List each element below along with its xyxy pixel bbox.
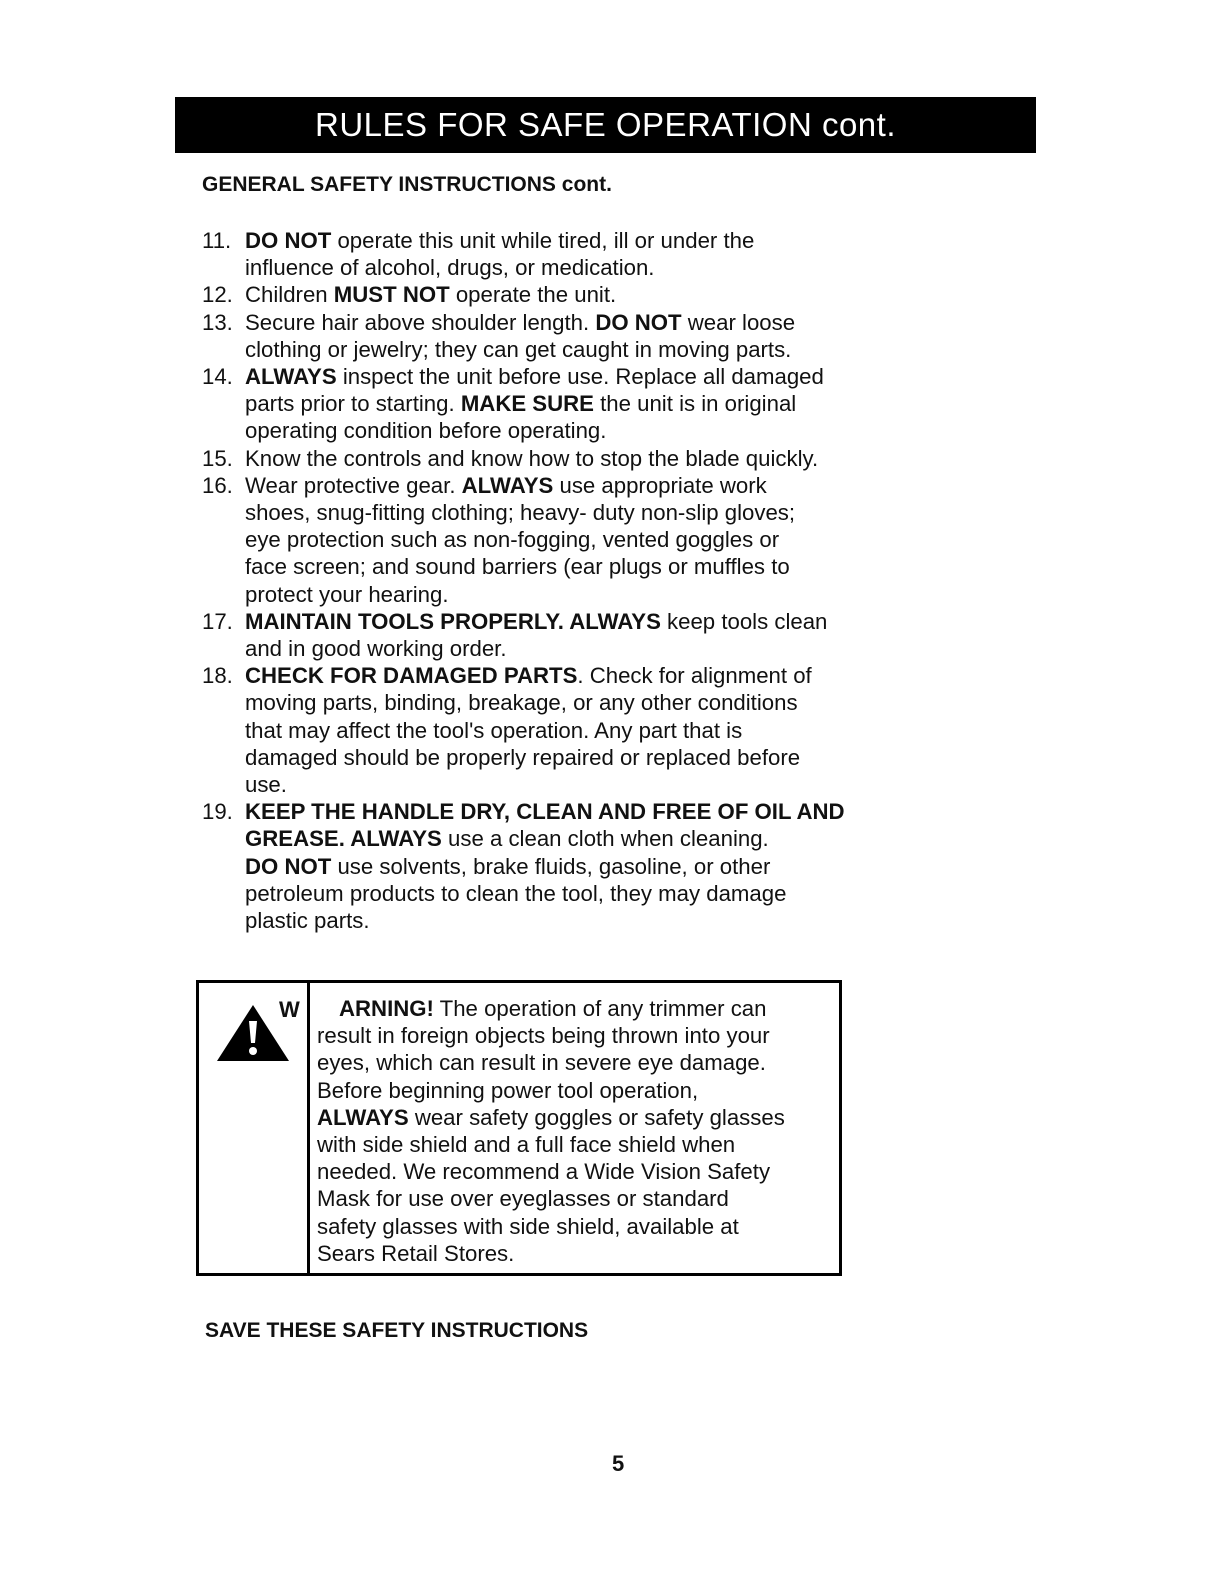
bold-emphasis: MAINTAIN TOOLS PROPERLY. ALWAYS: [245, 608, 661, 634]
instruction-line: [245, 499, 922, 526]
page-number: 5: [612, 1451, 625, 1476]
text-segment: parts prior to starting.: [245, 391, 461, 417]
text-segment: moving parts, binding, breakage, or any other conditions: [245, 690, 798, 716]
bold-emphasis: DO NOT: [245, 228, 332, 253]
instruction-line: [245, 445, 922, 472]
instruction-number: 19.: [202, 799, 233, 825]
warning-line: [317, 995, 841, 1022]
instruction-item: [202, 472, 922, 608]
instruction-number: 17.: [202, 608, 233, 634]
warning-line: [317, 1158, 841, 1185]
section-heading: GENERAL SAFETY INSTRUCTIONS cont.: [202, 173, 612, 196]
text-segment: needed. We recommend a Wide Vision Safety: [317, 1159, 771, 1185]
text-segment: with side shield and a full face shield when: [317, 1132, 736, 1158]
instruction-line: [245, 526, 922, 553]
safety-instructions-list: [202, 227, 922, 934]
warning-line: [317, 1131, 841, 1158]
footer-heading: SAVE THESE SAFETY INSTRUCTIONS: [205, 1319, 589, 1342]
instruction-line: [245, 309, 922, 336]
instruction-item: [202, 309, 922, 363]
page-header-bar: [175, 97, 1036, 153]
instruction-number: 14.: [202, 364, 233, 390]
instruction-number: 12.: [202, 282, 233, 308]
text-segment: Wear protective gear.: [245, 472, 462, 498]
instruction-line: [245, 771, 922, 798]
warning-divider: [307, 983, 310, 1273]
warning-initial: W: [279, 997, 300, 1022]
instruction-number: 16.: [202, 472, 233, 498]
instruction-item: [202, 363, 922, 445]
text-segment: eyes, which can result in severe eye damage.: [317, 1050, 766, 1076]
bold-emphasis: GREASE. ALWAYS: [245, 826, 442, 852]
bold-emphasis: ALWAYS: [317, 1104, 409, 1130]
instruction-number: 11.: [202, 228, 232, 253]
text-segment: petroleum products to clean the tool, they may damage: [245, 880, 787, 906]
bold-emphasis: ALWAYS: [245, 364, 337, 390]
text-segment: clothing or jewelry; they can get caught in moving parts.: [245, 336, 792, 362]
instruction-line: [245, 417, 922, 444]
bold-emphasis: DO NOT: [595, 309, 682, 335]
instruction-item: [202, 445, 922, 472]
instruction-line: [245, 336, 922, 363]
instruction-line: [245, 825, 922, 852]
text-segment: wear safety goggles or safety glasses: [408, 1104, 785, 1130]
text-segment: Secure hair above shoulder length.: [245, 309, 596, 335]
text-segment: use solvents, brake fluids, gasoline, or other: [331, 853, 771, 879]
bold-emphasis: KEEP THE HANDLE DRY, CLEAN AND FREE OF OIL AND: [245, 799, 845, 825]
instruction-item: [202, 798, 922, 934]
text-segment: use.: [245, 772, 287, 798]
instruction-line: [245, 880, 922, 907]
instruction-line: [245, 907, 922, 934]
text-segment: use appropriate work: [553, 472, 767, 498]
instruction-line: [245, 662, 922, 689]
warning-line: [317, 1185, 841, 1212]
text-segment: that may affect the tool's operation. Any part that is: [245, 717, 743, 743]
instruction-line: [245, 553, 922, 580]
text-segment: inspect the unit before use. Replace all damaged: [336, 364, 824, 390]
instruction-line: [245, 472, 922, 499]
warning-line: [317, 1077, 841, 1104]
instruction-item: [202, 608, 922, 662]
warning-line: [317, 1049, 841, 1076]
text-segment: operate the unit.: [449, 282, 617, 308]
text-segment: keep tools clean: [660, 608, 828, 634]
text-segment: and in good working order.: [245, 636, 507, 662]
bold-emphasis: MUST NOT: [333, 282, 450, 308]
warning-line: [317, 1104, 841, 1131]
text-segment: Know the controls and know how to stop the blade quickly.: [245, 445, 819, 471]
text-segment: Before beginning power tool operation,: [317, 1077, 699, 1103]
warning-text: [317, 995, 841, 1267]
instruction-line: [245, 390, 922, 417]
text-segment: operating condition before operating.: [245, 418, 607, 444]
warning-box: [196, 980, 842, 1276]
text-segment: use a clean cloth when cleaning.: [441, 826, 769, 852]
instruction-line: [245, 363, 922, 390]
instruction-line: [245, 281, 922, 308]
text-segment: Mask for use over eyeglasses or standard: [317, 1186, 729, 1212]
instruction-line: [245, 254, 922, 281]
text-segment: plastic parts.: [245, 908, 370, 934]
instruction-item: [202, 662, 922, 798]
bold-emphasis: ARNING!: [339, 996, 434, 1021]
instruction-line: [245, 227, 922, 254]
warning-line: [317, 1213, 841, 1240]
bold-emphasis: CHECK FOR DAMAGED PARTS: [245, 663, 578, 689]
warning-line: [317, 1240, 841, 1267]
text-segment: shoes, snug-fitting clothing; heavy- duty non-slip gloves;: [245, 500, 796, 526]
text-segment: Sears Retail Stores.: [317, 1240, 515, 1266]
instruction-item: [202, 281, 922, 308]
instruction-line: [245, 581, 922, 608]
text-segment: damaged should be properly repaired or replaced before: [245, 744, 801, 770]
bold-emphasis: DO NOT: [245, 853, 332, 879]
warning-line: [317, 1022, 841, 1049]
text-segment: Children: [245, 282, 334, 308]
instruction-line: [245, 689, 922, 716]
text-segment: eye protection such as non-fogging, vented goggles or: [245, 527, 780, 553]
text-segment: safety glasses with side shield, available at: [317, 1213, 739, 1239]
text-segment: result in foreign objects being thrown into your: [317, 1023, 770, 1049]
instruction-line: [245, 608, 922, 635]
bold-emphasis: MAKE SURE: [460, 391, 594, 417]
text-segment: face screen; and sound barriers (ear plugs or muffles to: [245, 554, 790, 580]
text-segment: the unit is in original: [593, 391, 797, 417]
instruction-number: 18.: [202, 663, 233, 689]
text-segment: operate this unit while tired, ill or under the: [331, 228, 755, 253]
instruction-item: [202, 227, 922, 281]
instruction-number: 15.: [202, 445, 233, 471]
instruction-line: [245, 744, 922, 771]
instruction-line: [245, 635, 922, 662]
instruction-line: [245, 853, 922, 880]
instruction-number: 13.: [202, 309, 233, 335]
instruction-line: [245, 717, 922, 744]
text-segment: The operation of any trimmer can: [433, 996, 767, 1021]
bold-emphasis: ALWAYS: [461, 472, 554, 498]
instruction-line: [245, 798, 922, 825]
text-segment: protect your hearing.: [245, 581, 449, 607]
text-segment: influence of alcohol, drugs, or medication.: [245, 255, 655, 281]
text-segment: . Check for alignment of: [577, 663, 812, 689]
text-segment: wear loose: [681, 309, 796, 335]
page-header-title: RULES FOR SAFE OPERATION cont.: [314, 106, 896, 143]
